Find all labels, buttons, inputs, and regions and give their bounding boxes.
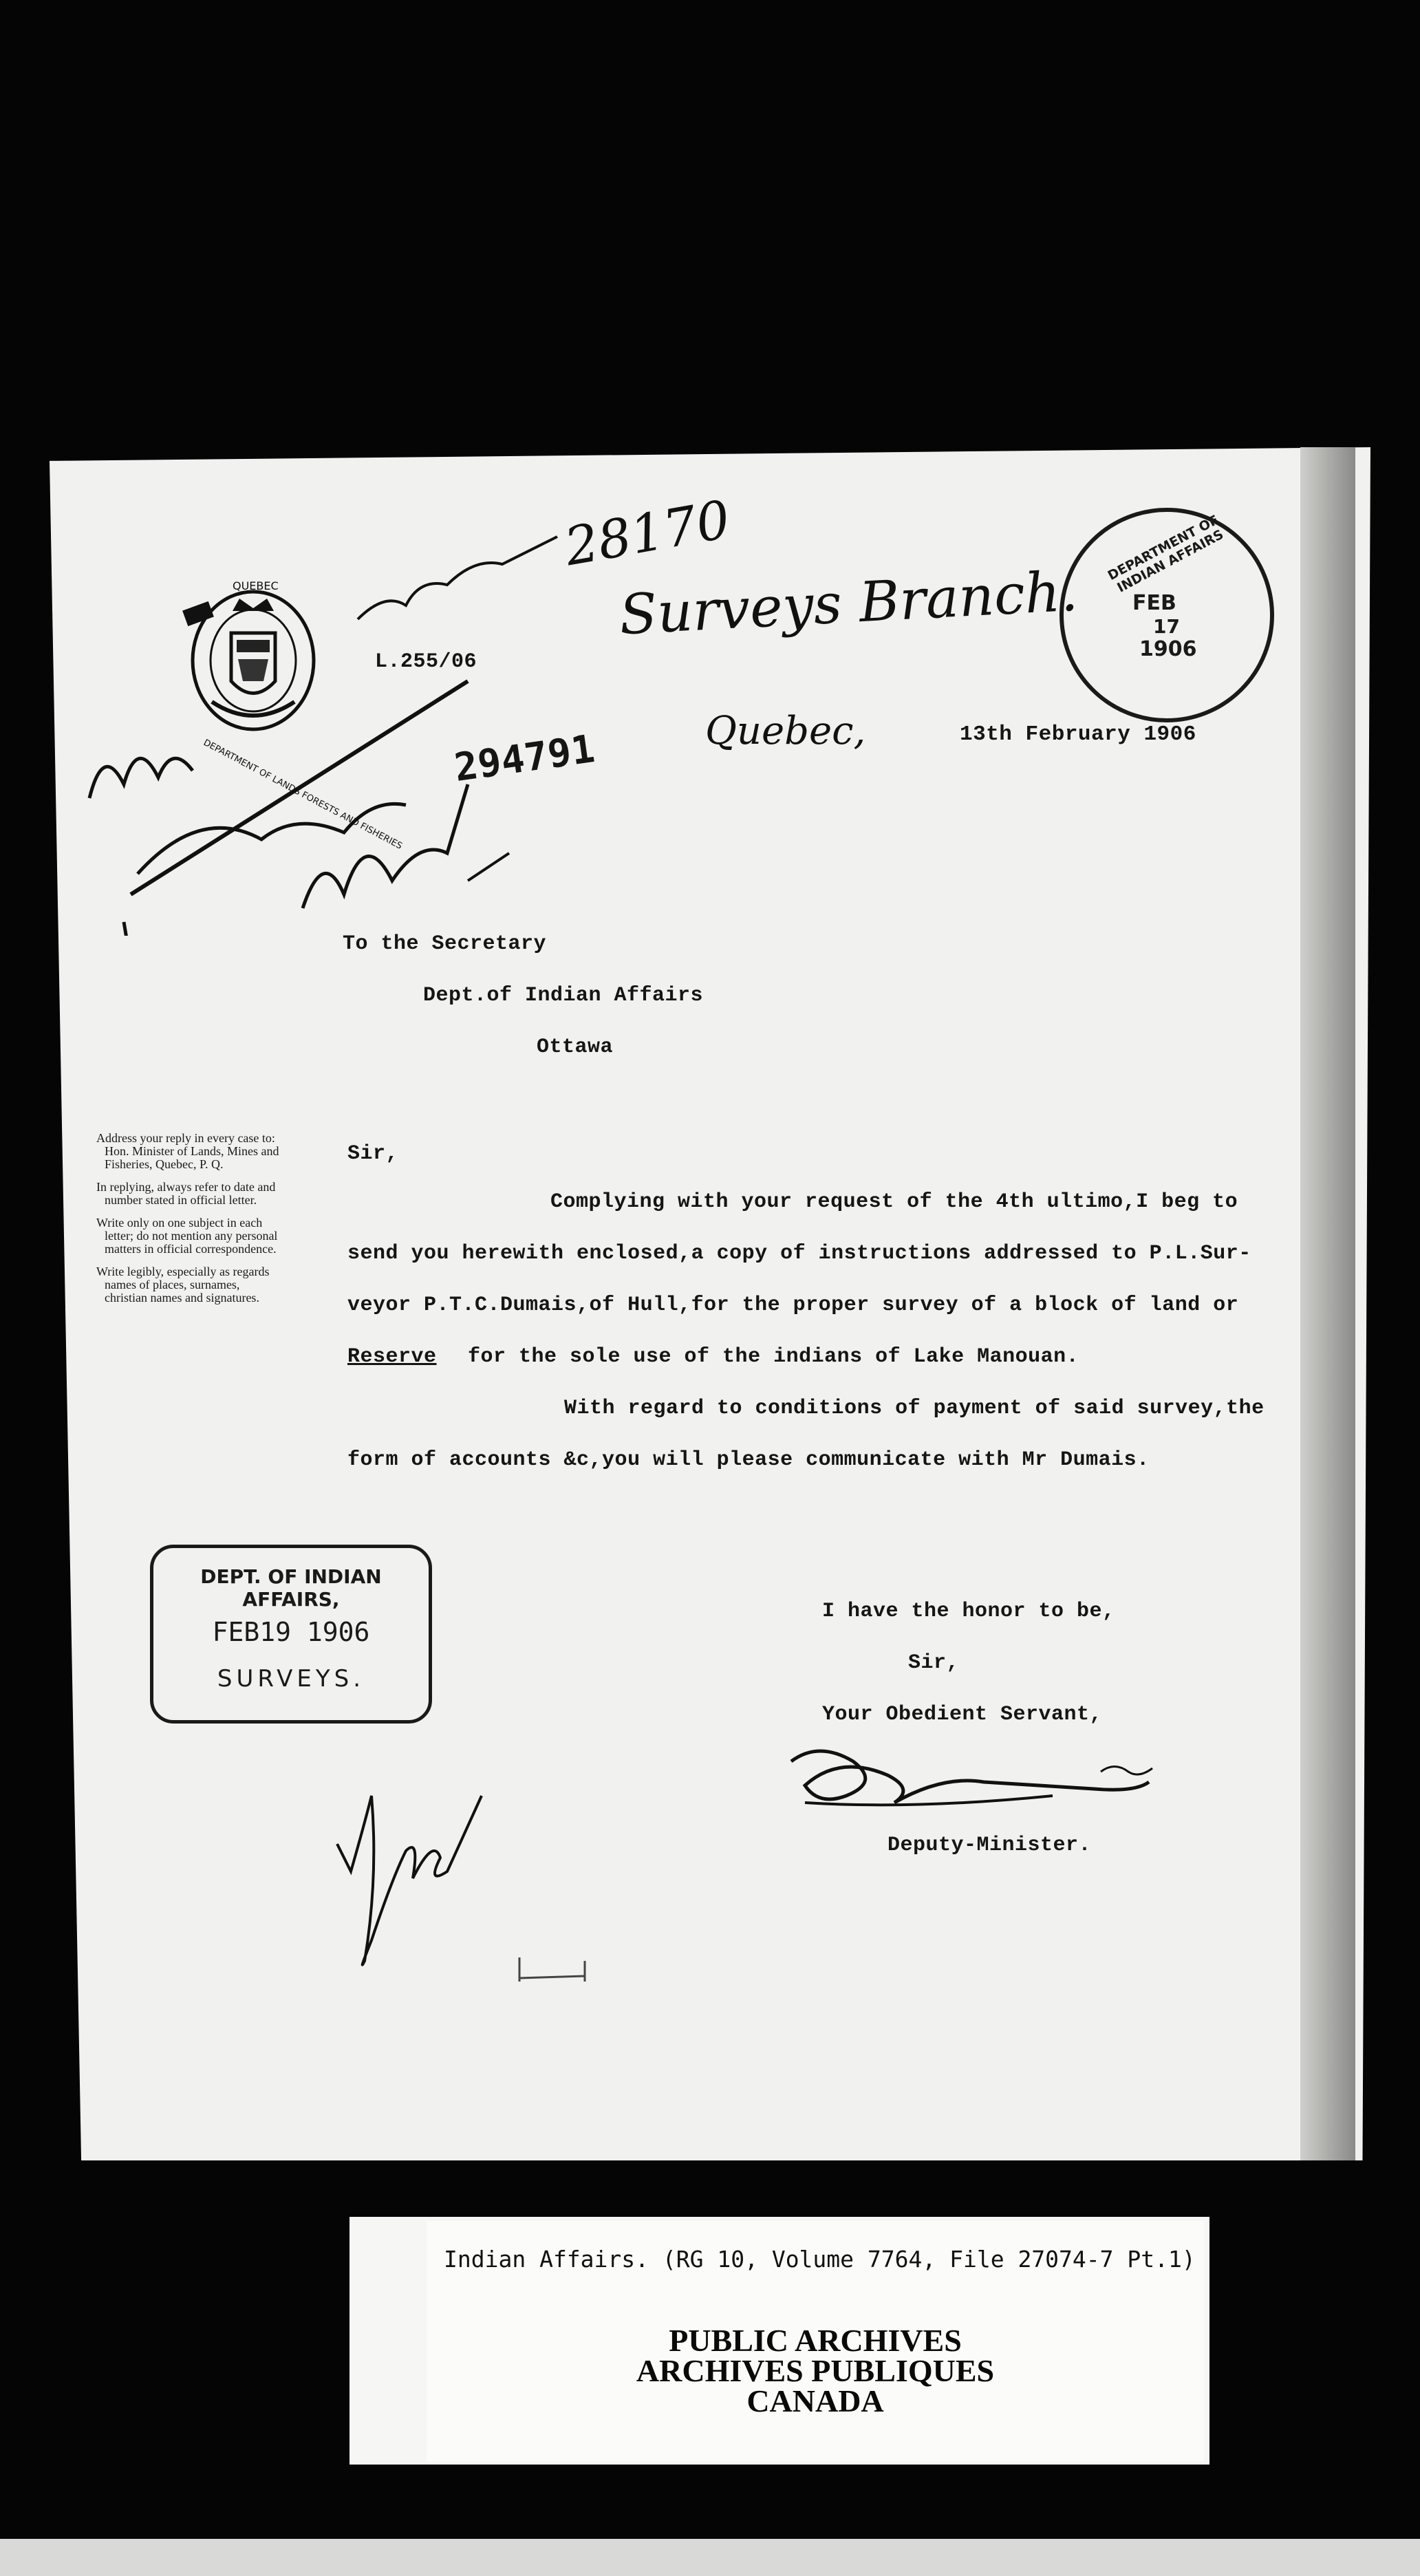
signature-icon bbox=[777, 1734, 1163, 1823]
archive-title-line-2: ARCHIVES PUBLIQUES bbox=[636, 2353, 995, 2388]
addressee-line-3: Ottawa bbox=[537, 1035, 614, 1059]
reference-number: L.255/06 bbox=[375, 650, 477, 674]
bottom-edge-band bbox=[0, 2539, 1420, 2576]
surveys-stamp-line-1: DEPT. OF INDIAN AFFAIRS, bbox=[200, 1565, 382, 1611]
letter-date: 13th February 1906 bbox=[960, 722, 1196, 747]
city-heading: Quebec, bbox=[705, 709, 866, 753]
paragraph-1-line-2: send you herewith enclosed,a copy of instructions addressed to P.L.Sur- bbox=[347, 1242, 1251, 1265]
closing-line-2: Sir, bbox=[908, 1651, 960, 1675]
closing-line-1: I have the honor to be, bbox=[822, 1600, 1115, 1623]
paragraph-1-line-4: for the sole use of the indians of Lake Manouan. bbox=[468, 1345, 1079, 1368]
archive-title-line-3: CANADA bbox=[746, 2383, 884, 2418]
crest-top-text: QUEBEC bbox=[233, 579, 279, 592]
closing-line-3: Your Obedient Servant, bbox=[822, 1703, 1103, 1726]
addressee-line-2: Dept.of Indian Affairs bbox=[423, 984, 704, 1007]
small-pencil-mark bbox=[509, 1947, 605, 1988]
salutation: Sir, bbox=[347, 1142, 399, 1166]
paragraph-1-line-1: Complying with your request of the 4th ultimo,I beg to bbox=[550, 1190, 1238, 1214]
margin-note: Address your reply in every case to: Hon. Minister of Lands, Mines and Fisheries, Quebec, P. Q. bbox=[96, 1131, 279, 1171]
addressee-line-1: To the Secretary bbox=[343, 932, 547, 956]
stamp-day: 17 bbox=[1153, 615, 1180, 638]
paragraph-2-line-2: form of accounts &c,you will please communicate with Mr Dumais. bbox=[347, 1448, 1150, 1472]
archive-title-line-1: PUBLIC ARCHIVES bbox=[669, 2323, 962, 2358]
handwritten-file-number: 28170 bbox=[560, 488, 735, 578]
margin-note: Write only on one subject in each letter; do not mention any personal matters in official correspondence. bbox=[96, 1216, 278, 1256]
archive-label-box bbox=[427, 2221, 1204, 2462]
received-date-stamp bbox=[1059, 508, 1274, 722]
handwritten-initials bbox=[323, 1768, 488, 1995]
crest-ring-text: DEPARTMENT OF LANDS FORESTS AND FISHERIES bbox=[201, 738, 404, 852]
paragraph-2-line-1: With regard to conditions of payment of said survey,the bbox=[564, 1397, 1265, 1420]
margin-instructions bbox=[96, 1132, 282, 1314]
surveys-received-stamp bbox=[150, 1545, 432, 1724]
stamped-file-number: 294791 bbox=[451, 727, 598, 791]
surveys-stamp-line-3: SURVEYS. bbox=[217, 1665, 365, 1693]
archive-reference: Indian Affairs. (RG 10, Volume 7764, File 27074-7 Pt.1) bbox=[444, 2246, 1196, 2273]
signatory-title: Deputy-Minister. bbox=[888, 1834, 1092, 1857]
page-shadow-edge bbox=[1300, 447, 1355, 2160]
stamp-year: 1906 bbox=[1139, 637, 1197, 661]
surveys-stamp-line-2: FEB19 1906 bbox=[212, 1617, 370, 1647]
margin-note: In replying, always refer to date and number stated in official letter. bbox=[96, 1180, 276, 1207]
stamp-month: FEB bbox=[1132, 591, 1176, 615]
margin-note: Write legibly, especially as regards names of places, surnames, christian names and signatures. bbox=[96, 1265, 270, 1305]
stamp-ring-text: DEPARTMENT OF INDIAN AFFAIRS bbox=[1105, 512, 1227, 596]
paragraph-1-line-4-underlined: Reserve bbox=[347, 1345, 437, 1368]
branch-heading: Surveys Branch. bbox=[618, 559, 1079, 647]
handwritten-scribbles bbox=[62, 509, 585, 936]
paragraph-1-line-3: veyor P.T.C.Dumais,of Hull,for the proper survey of a block of land or bbox=[347, 1294, 1239, 1317]
